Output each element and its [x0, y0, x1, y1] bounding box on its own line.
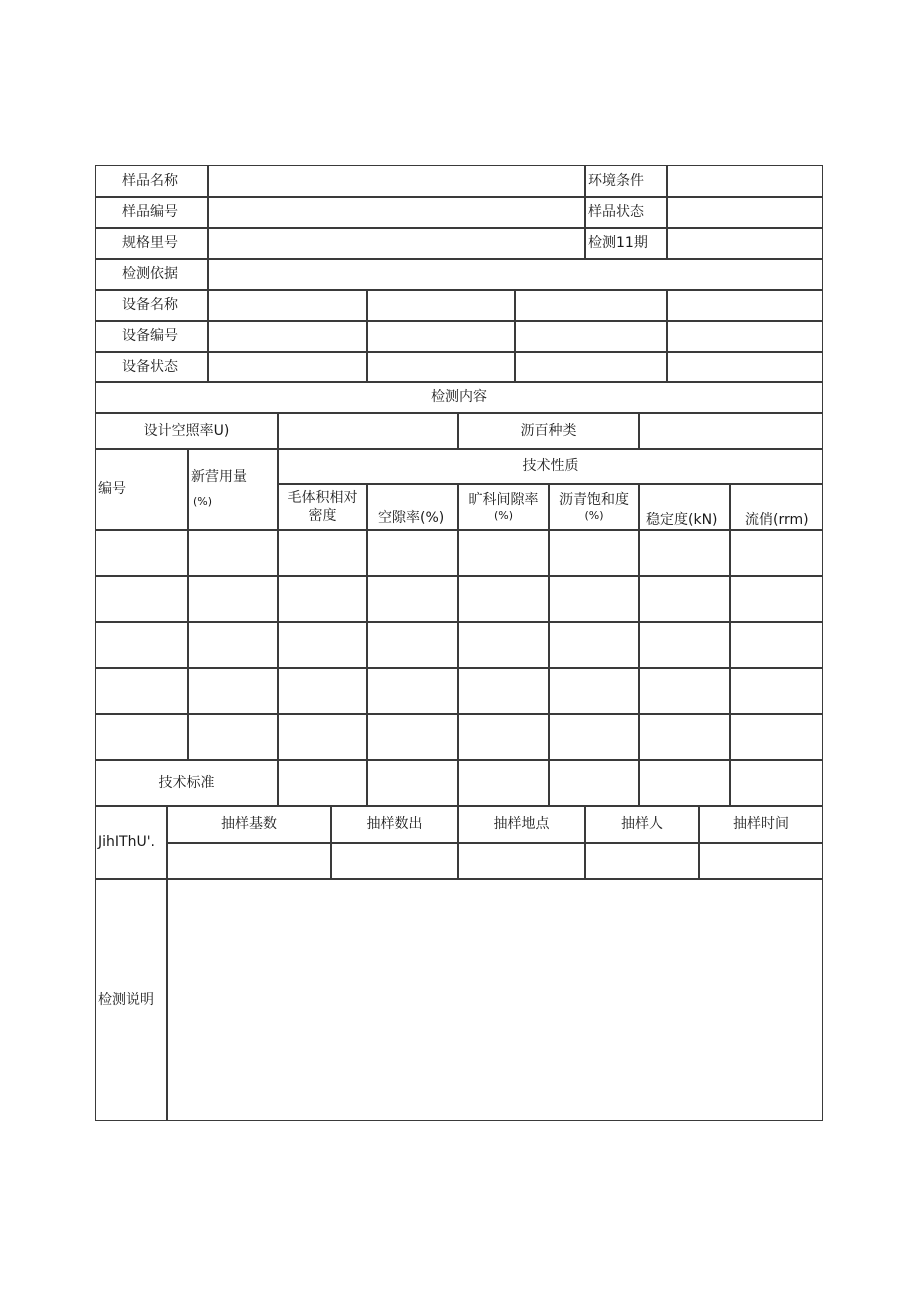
- asphalt-type-field[interactable]: [639, 413, 823, 449]
- vma-col-header: [458, 484, 549, 530]
- table-row-3-flow[interactable]: [730, 622, 823, 668]
- sampling-time-header: 抽样时间: [699, 806, 823, 843]
- sampling-location-field[interactable]: [458, 843, 585, 879]
- table-row-2-number[interactable]: [95, 576, 188, 622]
- table-row-1-density[interactable]: [278, 530, 367, 576]
- sampling-person-field[interactable]: [585, 843, 699, 879]
- table-row-5-saturation[interactable]: [549, 714, 639, 760]
- table-row-4-stability[interactable]: [639, 668, 730, 714]
- test-notes-label: 检测说明: [95, 879, 167, 1121]
- sampling-label: JihIThU'.: [95, 806, 167, 879]
- test-basis-label: 检测依据: [95, 259, 208, 290]
- saturation-col-header: [549, 484, 639, 530]
- sampling-base-count-header: 抽样基数: [167, 806, 331, 843]
- new-asphalt-line1: 新营用量: [191, 469, 247, 485]
- table-row-5-new-asphalt[interactable]: [188, 714, 278, 760]
- sample-name-label: 样品名称: [95, 165, 208, 197]
- saturation-line2: (%): [584, 508, 604, 522]
- equip-name-field-1[interactable]: [208, 290, 367, 321]
- stability-col-label: 稳定度(kN): [646, 512, 718, 528]
- table-row-2-flow[interactable]: [730, 576, 823, 622]
- env-conditions-field[interactable]: [667, 165, 823, 197]
- table-row-5-stability[interactable]: [639, 714, 730, 760]
- sampling-time-field[interactable]: [699, 843, 823, 879]
- tech-standard-vma[interactable]: [458, 760, 549, 806]
- table-row-1-number[interactable]: [95, 530, 188, 576]
- table-row-4-new-asphalt[interactable]: [188, 668, 278, 714]
- tech-standard-flow[interactable]: [730, 760, 823, 806]
- asphalt-type-label: 沥百种类: [458, 413, 639, 449]
- test-content-title: 检测内容: [95, 382, 823, 413]
- table-row-1-new-asphalt[interactable]: [188, 530, 278, 576]
- vma-line1: 旷科间隙率: [468, 491, 539, 508]
- equip-state-field-3[interactable]: [515, 352, 667, 382]
- void-col-header: [367, 484, 458, 530]
- table-row-3-density[interactable]: [278, 622, 367, 668]
- table-row-2-density[interactable]: [278, 576, 367, 622]
- spec-model-label: 规格里号: [95, 228, 208, 259]
- table-row-4-saturation[interactable]: [549, 668, 639, 714]
- tech-standard-void[interactable]: [367, 760, 458, 806]
- flow-col-header: [730, 484, 823, 530]
- sampling-person-header: 抽样人: [585, 806, 699, 843]
- sample-name-field[interactable]: [208, 165, 585, 197]
- sample-no-field[interactable]: [208, 197, 585, 228]
- equip-no-label: 设备编号: [95, 321, 208, 352]
- table-row-3-stability[interactable]: [639, 622, 730, 668]
- sample-state-label: 样品状态: [585, 197, 667, 228]
- equip-state-field-2[interactable]: [367, 352, 515, 382]
- design-void-field[interactable]: [278, 413, 458, 449]
- spec-model-field[interactable]: [208, 228, 585, 259]
- equip-name-field-2[interactable]: [367, 290, 515, 321]
- tech-props-header: 技术性质: [278, 449, 823, 484]
- equip-no-field-4[interactable]: [667, 321, 823, 352]
- design-void-label: 设计空照率U): [95, 413, 278, 449]
- density-col-header: [278, 484, 367, 530]
- equip-name-field-3[interactable]: [515, 290, 667, 321]
- table-row-1-flow[interactable]: [730, 530, 823, 576]
- equip-no-field-3[interactable]: [515, 321, 667, 352]
- table-row-4-void[interactable]: [367, 668, 458, 714]
- table-row-5-flow[interactable]: [730, 714, 823, 760]
- table-row-3-saturation[interactable]: [549, 622, 639, 668]
- equip-no-field-1[interactable]: [208, 321, 367, 352]
- table-row-1-vma[interactable]: [458, 530, 549, 576]
- sampling-location-header: 抽样地点: [458, 806, 585, 843]
- number-col-header: 编号: [95, 449, 188, 530]
- test-date-field[interactable]: [667, 228, 823, 259]
- density-line1: 毛体积相对: [287, 489, 358, 506]
- table-row-3-number[interactable]: [95, 622, 188, 668]
- table-row-3-void[interactable]: [367, 622, 458, 668]
- equip-no-field-2[interactable]: [367, 321, 515, 352]
- equip-state-field-1[interactable]: [208, 352, 367, 382]
- table-row-2-void[interactable]: [367, 576, 458, 622]
- table-row-2-new-asphalt[interactable]: [188, 576, 278, 622]
- tech-standard-density[interactable]: [278, 760, 367, 806]
- table-row-4-density[interactable]: [278, 668, 367, 714]
- void-col-label: 空隙率(%): [378, 510, 445, 526]
- table-row-2-stability[interactable]: [639, 576, 730, 622]
- flow-col-label: 流俏(rrm): [745, 512, 809, 528]
- env-conditions-label: 环境条件: [585, 165, 667, 197]
- sampling-base-count-field[interactable]: [167, 843, 331, 879]
- saturation-line1: 沥青饱和度: [559, 491, 629, 508]
- table-row-5-density[interactable]: [278, 714, 367, 760]
- tech-standard-stability[interactable]: [639, 760, 730, 806]
- table-row-2-vma[interactable]: [458, 576, 549, 622]
- table-row-1-stability[interactable]: [639, 530, 730, 576]
- table-row-4-number[interactable]: [95, 668, 188, 714]
- equip-name-label: 设备名称: [95, 290, 208, 321]
- table-row-3-new-asphalt[interactable]: [188, 622, 278, 668]
- equip-state-field-4[interactable]: [667, 352, 823, 382]
- equip-state-label: 设备状态: [95, 352, 208, 382]
- table-row-3-vma[interactable]: [458, 622, 549, 668]
- stability-col-header: [639, 484, 730, 530]
- table-row-4-vma[interactable]: [458, 668, 549, 714]
- sampling-count-header: 抽样数出: [331, 806, 458, 843]
- test-basis-field[interactable]: [208, 259, 823, 290]
- table-row-1-saturation[interactable]: [549, 530, 639, 576]
- sample-state-field[interactable]: [667, 197, 823, 228]
- tech-standard-label: 技术标准: [95, 760, 278, 806]
- table-row-5-void[interactable]: [367, 714, 458, 760]
- test-date-label: 检测11期: [585, 228, 667, 259]
- vma-line2: (%): [493, 508, 514, 522]
- tech-standard-saturation[interactable]: [549, 760, 639, 806]
- table-row-5-number[interactable]: [95, 714, 188, 760]
- equip-name-field-4[interactable]: [667, 290, 823, 321]
- table-row-5-vma[interactable]: [458, 714, 549, 760]
- table-row-1-void[interactable]: [367, 530, 458, 576]
- density-line2: 密度: [308, 508, 337, 524]
- table-row-4-flow[interactable]: [730, 668, 823, 714]
- sample-no-label: 样品编号: [95, 197, 208, 228]
- sampling-count-field[interactable]: [331, 843, 458, 879]
- new-asphalt-line2: (%): [193, 495, 213, 508]
- new-asphalt-col-header: [188, 449, 278, 530]
- test-notes-field[interactable]: [167, 879, 823, 1121]
- table-row-2-saturation[interactable]: [549, 576, 639, 622]
